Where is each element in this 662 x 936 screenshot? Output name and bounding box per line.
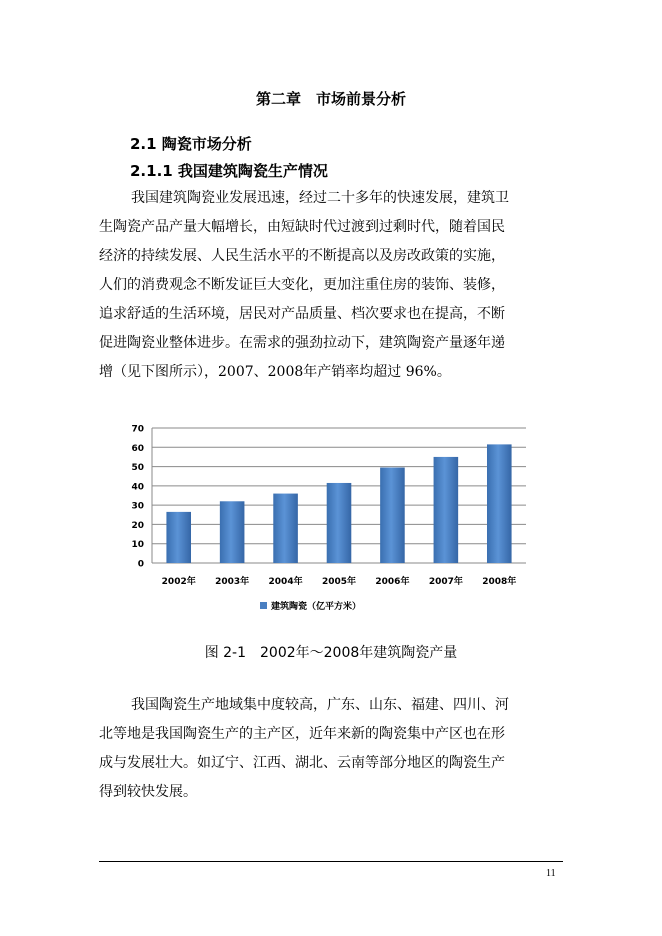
page-number: 11 <box>546 868 556 879</box>
bar <box>327 483 352 563</box>
y-tick-label: 20 <box>131 520 144 531</box>
para2-line: 北等地是我国陶瓷生产的主产区，近年来新的陶瓷集中产区也在形 <box>99 726 505 742</box>
x-tick-label: 2008年 <box>482 577 517 587</box>
para1-line: 增（见下图所示），2007、2008年产销率均超过 96%。 <box>99 364 451 380</box>
chapter-title: 第二章 市场前景分析 <box>255 90 406 108</box>
legend-label: 建筑陶瓷（亿平方米） <box>271 602 362 612</box>
bar <box>220 501 245 563</box>
y-tick-label: 30 <box>131 501 144 512</box>
para1-line: 追求舒适的生活环境，居民对产品质量、档次要求也在提高，不断 <box>99 306 505 322</box>
bar <box>434 457 459 563</box>
figure-caption: 图 2-1 2002年～2008年建筑陶瓷产量 <box>204 645 458 661</box>
footer-rule <box>99 861 563 862</box>
bar-chart <box>110 412 540 627</box>
para2-line: 成与发展壮大。如辽宁、江西、湖北、云南等部分地区的陶瓷生产 <box>99 755 505 771</box>
y-tick-label: 70 <box>131 424 144 435</box>
paragraph-2 <box>99 691 549 807</box>
para1-line: 人们的消费观念不断发证巨大变化，更加注重住房的装饰、装修， <box>99 277 505 293</box>
x-tick-label: 2006年 <box>375 577 410 587</box>
para1-line: 生陶瓷产品产量大幅增长，由短缺时代过渡到过剩时代，随着国民 <box>99 219 505 235</box>
x-tick-label: 2007年 <box>428 577 463 587</box>
para1-line: 我国建筑陶瓷业发展迅速，经过二十多年的快速发展，建筑卫 <box>131 190 509 206</box>
para1-line: 促进陶瓷业整体进步。在需求的强劲拉动下，建筑陶瓷产量逐年递 <box>99 335 505 351</box>
y-tick-label: 50 <box>131 463 144 474</box>
paragraph-1 <box>99 184 549 387</box>
bar <box>487 444 512 563</box>
y-tick-label: 60 <box>131 443 144 454</box>
chart-svg <box>110 412 540 627</box>
bar <box>166 512 191 563</box>
legend-swatch <box>260 602 267 609</box>
section-heading: 2.1 陶瓷市场分析 <box>130 135 252 153</box>
x-tick-label: 2005年 <box>321 577 357 587</box>
y-tick-label: 40 <box>131 482 144 493</box>
bar <box>273 494 298 563</box>
x-tick-label: 2003年 <box>215 577 250 587</box>
para2-line: 我国陶瓷生产地域集中度较高，广东、山东、福建、四川、河 <box>131 697 509 713</box>
x-tick-label: 2004年 <box>268 577 303 587</box>
subsection-heading: 2.1.1 我国建筑陶瓷生产情况 <box>130 162 328 180</box>
para2-line: 得到较快发展。 <box>99 784 197 800</box>
x-tick-label: 2002年 <box>161 577 196 587</box>
y-tick-label: 10 <box>131 540 144 551</box>
bar <box>380 468 405 563</box>
y-tick-label: 0 <box>137 559 144 570</box>
para1-line: 经济的持续发展、人民生活水平的不断提高以及房改政策的实施， <box>99 248 505 264</box>
